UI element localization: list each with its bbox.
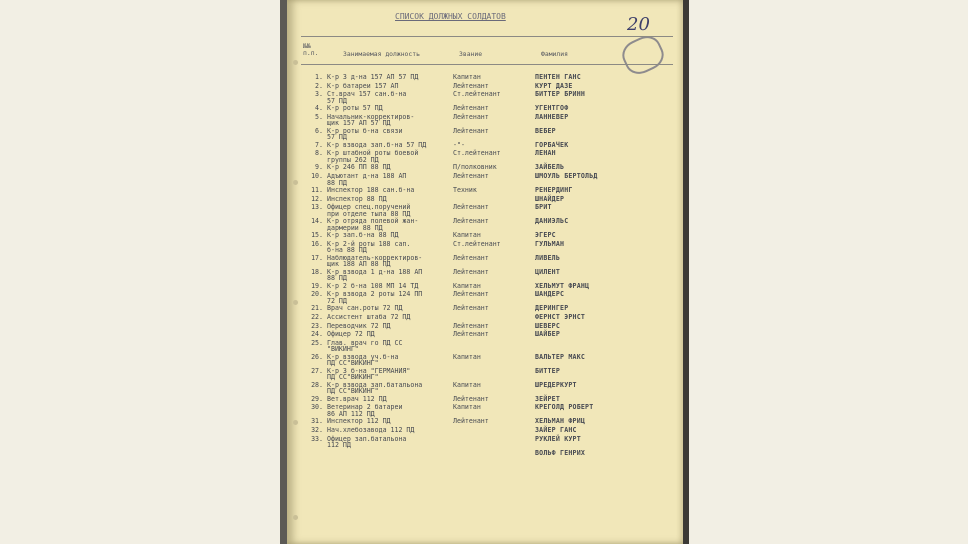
row-name: ШЕВЕРС (535, 321, 561, 330)
row-number: 5. (315, 112, 323, 121)
row-position: К-р 2-й роты 188 сап. б-на 88 ПД (327, 239, 411, 255)
row-number: 9. (315, 163, 323, 172)
row-position: Ст.врач 157 сан.б-на 57 ПД (327, 90, 407, 105)
row-rank: Лейтенант (453, 304, 489, 313)
row-name: ЛЕНАН (535, 149, 556, 158)
row-name: ГУЛЬМАН (535, 239, 565, 248)
row-number: 17. (311, 253, 323, 262)
row-name: ПЕНТЕН ГАНС (535, 73, 581, 81)
row-position: Офицер зап.батальона 112 ПД (327, 434, 407, 450)
row-position: Наблюдатель-корректиров- щик 188 АП 88 ПД (327, 253, 423, 269)
row-name: ВОЛЬФ ГЕНРИХ (535, 448, 586, 457)
header-number: №№ п.п. (303, 42, 319, 57)
row-rank: Лейтенант (453, 172, 489, 180)
row-number: 11. (311, 186, 323, 194)
document-title: СПИСОК ДОЛЖНЫХ СОЛДАТОВ (395, 12, 506, 21)
row-rank: Лейтенант (453, 394, 489, 403)
row-rank: Капитан (453, 231, 481, 240)
page-edge-shadow (683, 0, 689, 544)
row-position: Инспектор 88 ПД (327, 194, 387, 203)
row-rank: Капитан (453, 73, 481, 81)
row-number: 2. (315, 81, 323, 90)
row-rank: Капитан (453, 352, 481, 361)
row-number: 15. (311, 231, 323, 240)
row-position: К-р штабной роты боевой группы 262 ПД (327, 149, 419, 164)
row-name: УГЕНТГОФ (535, 104, 569, 113)
row-rank: Лейтенант (453, 104, 489, 113)
header-name: Фамилия (541, 50, 568, 58)
row-rank: Лейтенант (453, 321, 489, 330)
row-position: К-р взвода 1 д-на 188 АП 88 ПД (327, 267, 423, 283)
row-name: ХЕЛЬМУТ ФРАНЦ (535, 281, 590, 290)
row-rank: Капитан (453, 380, 481, 389)
officer-list (287, 0, 683, 544)
row-number: 13. (311, 203, 323, 212)
row-position: К-р зап.б-на 88 ПД (327, 231, 399, 240)
row-rank: Лейтенант (453, 81, 489, 90)
row-number: 27. (311, 366, 323, 375)
document-page (287, 0, 683, 544)
row-name: РЕНЕРДИНГ (535, 186, 573, 194)
row-position: К-р взвода зап.батальона ПД СС"ВИКИНГ" (327, 380, 423, 396)
row-number: 26. (311, 352, 323, 361)
row-position: Врач сан.роты 72 ПД (327, 304, 403, 313)
row-number: 12. (311, 194, 323, 203)
header-position: Занимаемая должность (343, 50, 420, 58)
row-name: ЛИВЕЛЬ (535, 253, 561, 262)
row-position: К-р взвода уч.б-на ПД СС"ВИКИНГ" (327, 352, 399, 368)
row-rank: Капитан (453, 403, 481, 412)
row-number: 10. (311, 172, 323, 180)
row-position: Адъютант д-на 188 АП 88 ПД (327, 172, 407, 187)
row-name: БИТТЕР (535, 366, 561, 375)
row-number: 19. (311, 281, 323, 290)
row-name: ШРЕДЕРКУРТ (535, 380, 577, 389)
row-name: ВАЛЬТЕР МАКС (535, 352, 586, 361)
row-name: ВЕБЕР (535, 126, 556, 135)
row-name: ЛАННЕВЕР (535, 112, 569, 121)
row-rank: Лейтенант (453, 330, 489, 339)
row-rank: Лейтенант (453, 417, 489, 426)
row-number: 3. (315, 90, 323, 99)
row-number: 4. (315, 104, 323, 113)
row-rank: Лейтенант (453, 126, 489, 135)
row-name: ДЕРИНГЕР (535, 304, 569, 313)
row-name: ШМОУЛЬ БЕРТОЛЬД (535, 172, 598, 180)
row-number: 31. (311, 417, 323, 426)
row-position: К-р 3 б-на "ГЕРМАНИЯ" ПД СС"ВИКИНГ" (327, 366, 411, 382)
row-number: 1. (315, 73, 323, 81)
row-position: Ассистент штаба 72 ПД (327, 313, 411, 321)
row-number: 8. (315, 149, 323, 158)
row-position: К-р отряда полевой жан- дармерии 88 ПД (327, 217, 419, 232)
row-number: 6. (315, 126, 323, 135)
row-name: ЗАЙБЕЛЬ (535, 163, 565, 172)
row-number: 20. (311, 290, 323, 299)
row-position: Ветеринар 2 батареи 86 АП 112 ПД (327, 403, 403, 418)
row-rank: Лейтенант (453, 253, 489, 262)
row-number: 18. (311, 267, 323, 276)
row-name: БИТТЕР БРИНН (535, 90, 586, 99)
row-number: 22. (311, 313, 323, 321)
row-position: Переводчик 72 ПД (327, 321, 391, 330)
row-name: ШНАЙДЕР (535, 194, 565, 203)
row-number: 32. (311, 426, 323, 434)
row-position: К-р батареи 157 АП (327, 81, 399, 90)
row-number: 33. (311, 434, 323, 443)
row-number: 30. (311, 403, 323, 412)
row-name: КРЕГОЛД РОБЕРТ (535, 403, 594, 412)
row-rank: Лейтенант (453, 217, 489, 226)
row-position: К-р роты б-на связи 57 ПД (327, 126, 403, 142)
row-name: ФЕРНСТ ЭРНСТ (535, 313, 586, 321)
row-number: 16. (311, 239, 323, 248)
row-number: 7. (315, 140, 323, 149)
row-name: ГОРБАЧЕК (535, 140, 569, 149)
row-name: РУКЛЕЙ КУРТ (535, 434, 581, 443)
row-name: ШАНДЕРС (535, 290, 565, 299)
row-position: К-р 246 ПП 88 ПД (327, 163, 391, 172)
row-position: Начальник-корректиров- щик 157 АП 57 ПД (327, 112, 415, 128)
row-position: Инспектор 188 сан.б-на (327, 186, 415, 194)
row-name: ЦИЛЕНТ (535, 267, 561, 276)
row-name: ШАЙБЕР (535, 330, 561, 339)
row-number: 21. (311, 304, 323, 313)
row-number: 25. (311, 338, 323, 347)
row-rank: Ст.лейтенант (453, 90, 501, 99)
page-number: 20 (627, 14, 650, 35)
table-row (287, 450, 683, 468)
row-rank: П/полковник (453, 163, 497, 172)
row-rank: Лейтенант (453, 267, 489, 276)
row-name: ЗЕЙРЕТ (535, 394, 561, 403)
row-name: КУРТ ДАЗЕ (535, 81, 573, 90)
row-rank: Техник (453, 186, 477, 194)
row-rank: Лейтенант (453, 203, 489, 212)
row-name: БРИТ (535, 203, 552, 212)
row-number: 28. (311, 380, 323, 389)
row-number: 24. (311, 330, 323, 339)
row-position: Офицер спец.поручений при отделе тыла 88 ПД (327, 203, 411, 218)
row-position: Офицер 72 ПД (327, 330, 375, 339)
row-position: Инспектор 112 ПД (327, 417, 391, 426)
row-position: К-р 3 д-на 157 АП 57 ПД (327, 73, 419, 81)
row-position: К-р взвода 2 роты 124 ПП 72 ПД (327, 290, 423, 305)
row-rank: Капитан (453, 281, 481, 290)
row-position: Вет.врач 112 ПД (327, 394, 387, 403)
row-rank: Лейтенант (453, 290, 489, 299)
row-position: К-р роты 57 ПД (327, 104, 383, 113)
row-number: 14. (311, 217, 323, 226)
row-rank: Ст.лейтенант (453, 149, 501, 158)
row-position: Глав. врач го ПД СС "ВИКИНГ" (327, 338, 403, 354)
row-name: ЗАЙЕР ГАНС (535, 426, 577, 434)
row-rank: Лейтенант (453, 112, 489, 121)
row-position: К-р 2 б-на 108 МП 14 ТД (327, 281, 419, 290)
row-rank: -"- (453, 140, 465, 149)
row-position: К-р взвода зап.б-на 57 ПД (327, 140, 427, 149)
row-number: 29. (311, 394, 323, 403)
row-number: 23. (311, 321, 323, 330)
row-name: ЭГЕРС (535, 231, 556, 240)
row-rank: Ст.лейтенант (453, 239, 501, 248)
row-position: Нач.хлебозавода 112 ПД (327, 426, 415, 434)
header-rank: Звание (459, 50, 483, 58)
row-name: ХЕЛЬМАН ФРИЦ (535, 417, 586, 426)
row-name: ДАНИЭЛЬС (535, 217, 569, 226)
